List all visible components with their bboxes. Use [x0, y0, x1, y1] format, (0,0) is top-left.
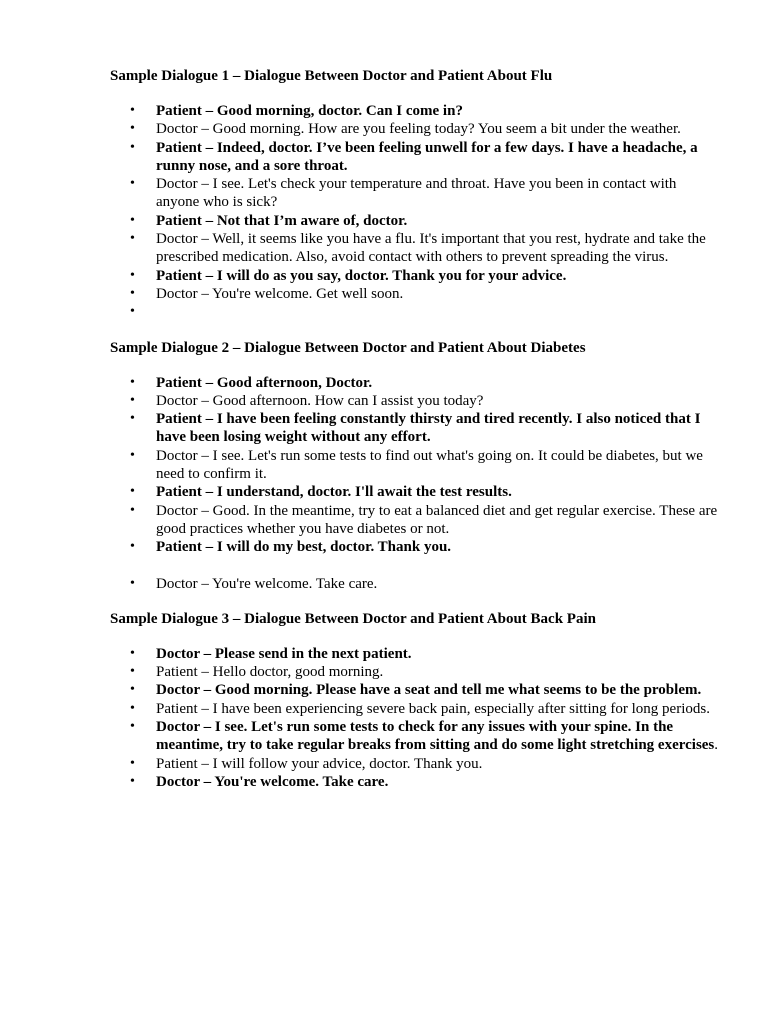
dialogue-section-flu [110, 66, 720, 322]
bullet-icon: • [130, 304, 135, 320]
dialogue-line-patient: • Patient – I have been feeling constantly thirsty and tired recently. I also noticed that I have been losing weight without any effort. [130, 411, 701, 446]
dialogue-line-doctor: • Doctor – Please send in the next patient. [130, 645, 412, 662]
dialogue-line-patient: • Patient – I will do as you say, doctor. Thank you for your advice. [130, 267, 567, 284]
section-heading: Sample Dialogue 2 – Dialogue Between Doctor and Patient About Diabetes [110, 339, 586, 356]
bullet-icon: • [130, 682, 135, 698]
dialogue-line-doctor: • Doctor – I see. Let's check your temperature and throat. Have you been in contact with anyone who is sick? [130, 176, 677, 211]
dialogue-line-patient: • Patient – Good morning, doctor. Can I come in? [130, 103, 463, 119]
bullet-icon: • [130, 121, 135, 137]
bullet-icon: • [130, 645, 135, 661]
section-heading: Sample Dialogue 1 – Dialogue Between Doctor and Patient About Flu [110, 68, 553, 84]
bullet-icon: • [130, 374, 135, 390]
dialogue-list [110, 645, 720, 791]
dialogue-line-doctor: • Doctor – Good morning. How are you feeling today? You seem a bit under the weather. [130, 121, 681, 138]
document-page [110, 66, 720, 807]
dialogue-line-patient: • Patient – Hello doctor, good morning. [130, 664, 384, 681]
dialogue-section-diabetes [110, 338, 720, 593]
dialogue-section-back-pain [110, 609, 720, 791]
dialogue-line-patient: • Patient – I will do my best, doctor. Thank you. [130, 539, 452, 556]
dialogue-line-doctor: • Doctor – Good. In the meantime, try to eat a balanced diet and get regular exercise. These are good practices whether you have diabetes or not. [130, 502, 718, 537]
trailing-period: . [714, 737, 719, 754]
dialogue-line-doctor: • Doctor – You're welcome. Take care. [130, 773, 389, 790]
bullet-icon: • [130, 539, 135, 555]
dialogue-line-patient: • Patient – I will follow your advice, doctor. Thank you. [130, 755, 483, 772]
bullet-icon: • [130, 231, 135, 247]
bullet-icon: • [130, 773, 135, 789]
section-heading: Sample Dialogue 3 – Dialogue Between Doctor and Patient About Back Pain [110, 610, 596, 627]
bullet-icon: • [130, 664, 135, 680]
dialogue-line-doctor: • Doctor – Good morning. Please have a seat and tell me what seems to be the problem. [130, 682, 702, 699]
bullet-icon: • [130, 285, 135, 301]
bullet-icon: • [130, 575, 135, 591]
dialogue-line-doctor: • Doctor – You're welcome. Take care. [130, 575, 378, 592]
dialogue-line-doctor: • Doctor – I see. Let's run some tests to find out what's going on. It could be diabetes, but we need to confirm it. [130, 447, 703, 483]
bullet-icon: • [130, 447, 135, 463]
bullet-icon: • [130, 103, 135, 118]
dialogue-line-patient: • Patient – Indeed, doctor. I’ve been feeling unwell for a few days. I have a headache, a runny nose, and a sore throat. [130, 139, 698, 174]
bullet-icon: • [130, 502, 135, 518]
bullet-icon: • [130, 267, 135, 283]
bullet-icon: • [130, 139, 135, 155]
dialogue-line-patient: • Patient – Good afternoon, Doctor. [130, 374, 373, 391]
bullet-icon: • [130, 755, 135, 771]
dialogue-list [110, 102, 720, 322]
bullet-icon: • [130, 700, 135, 716]
bullet-icon: • [130, 176, 135, 192]
bullet-icon: • [130, 411, 135, 427]
bullet-icon: • [130, 484, 135, 500]
bullet-icon: • [130, 719, 135, 735]
dialogue-list [110, 374, 720, 593]
dialogue-line-doctor: • Doctor – You're welcome. Get well soon. [130, 285, 404, 302]
dialogue-line-doctor: • Doctor – I see. Let's run some tests to check for any issues with your spine. In the meantime, try to take regular breaks from sitting and do some light stretching exercises. [130, 719, 719, 754]
dialogue-line-patient: • Patient – I have been experiencing severe back pain, especially after sitting for long periods. [130, 700, 710, 717]
dialogue-line-doctor: • Doctor – Good afternoon. How can I assist you today? [130, 392, 484, 409]
bullet-icon: • [130, 392, 135, 408]
bullet-icon: • [130, 212, 135, 228]
dialogue-line-patient: • Patient – Not that I’m aware of, doctor. [130, 212, 408, 229]
dialogue-line-doctor: • Doctor – Well, it seems like you have a flu. It's important that you rest, hydrate and take the prescribed medication. Also, avoid contact with others to prevent spreading the virus. [130, 231, 706, 266]
dialogue-line-empty [110, 303, 720, 321]
dialogue-line-patient: • Patient – I understand, doctor. I'll await the test results. [130, 484, 512, 501]
